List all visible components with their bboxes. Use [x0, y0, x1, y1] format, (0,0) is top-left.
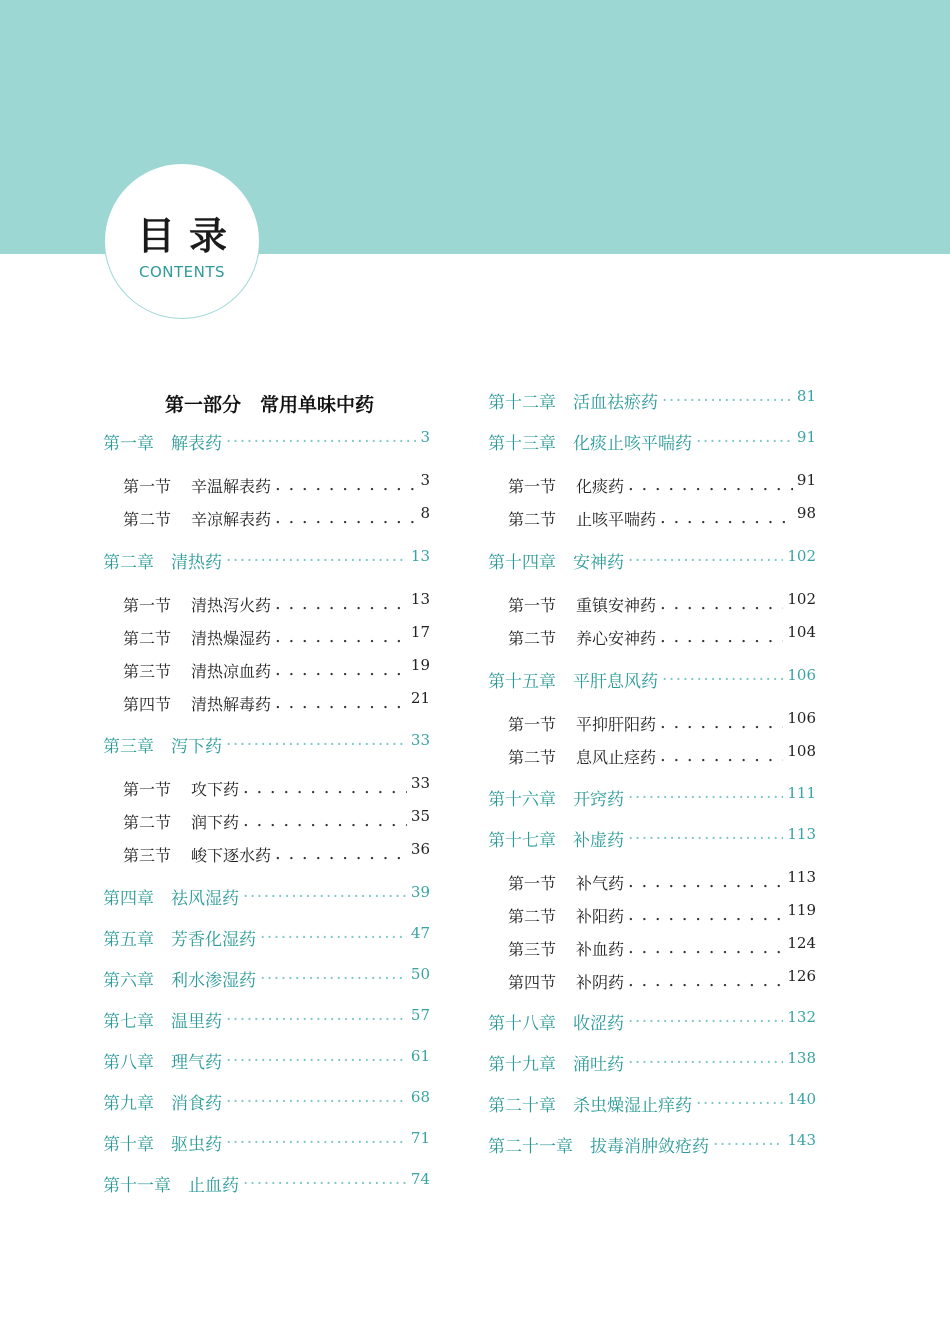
dot-leader	[226, 1094, 407, 1111]
entry-page-number: 35	[410, 807, 430, 825]
entry-label: 第一节	[508, 715, 557, 734]
entry-title: 平抑肝阳药	[576, 715, 657, 734]
entry-title: 辛凉解表药	[191, 510, 272, 529]
dot-leader	[275, 595, 407, 613]
dot-leader	[660, 714, 783, 732]
toc-section-entry[interactable]	[488, 903, 816, 927]
toc-chapter-entry[interactable]	[488, 1010, 816, 1034]
toc-section-entry[interactable]	[488, 711, 816, 735]
dot-leader	[628, 790, 783, 807]
entry-label: 第二十一章	[488, 1137, 573, 1157]
entry-page-number: 140	[787, 1090, 816, 1108]
entry-label: 第二节	[508, 510, 557, 529]
entry-title: 峻下逐水药	[191, 846, 272, 865]
entry-title: 清热泻火药	[191, 596, 272, 615]
entry-label: 第十二章	[488, 393, 556, 413]
entry-page-number: 106	[787, 709, 816, 727]
entry-label: 第二章	[103, 553, 154, 573]
toc-chapter-entry[interactable]	[103, 926, 430, 950]
entry-page-number: 98	[796, 504, 816, 522]
entry-page-number: 113	[787, 868, 816, 886]
entry-label: 第三节	[123, 846, 172, 865]
entry-title: 温里药	[171, 1012, 222, 1032]
dot-leader	[660, 628, 783, 646]
dot-leader	[275, 476, 416, 494]
toc-section-entry[interactable]	[488, 936, 816, 960]
dot-leader	[628, 1014, 783, 1031]
entry-title: 补血药	[576, 940, 625, 959]
entry-title: 化痰药	[576, 477, 625, 496]
entry-page-number: 138	[787, 1049, 816, 1067]
entry-title: 涌吐药	[573, 1055, 624, 1075]
dot-leader	[628, 553, 783, 570]
toc-chapter-entry[interactable]	[488, 1051, 816, 1075]
dot-leader	[243, 812, 407, 830]
entry-page-number: 21	[410, 689, 430, 707]
entry-title: 平肝息风药	[573, 672, 658, 692]
entry-label: 第四节	[508, 973, 557, 992]
entry-label: 第九章	[103, 1094, 154, 1114]
toc-chapter-entry[interactable]	[103, 1131, 430, 1155]
toc-section-entry[interactable]	[488, 592, 816, 616]
entry-title: 理气药	[171, 1053, 222, 1073]
dot-leader	[696, 434, 793, 451]
dot-leader	[275, 628, 407, 646]
toc-chapter-entry[interactable]	[488, 827, 816, 851]
entry-label: 第五章	[103, 930, 154, 950]
dot-leader	[226, 553, 407, 570]
entry-page-number: 119	[787, 901, 816, 919]
entry-title: 清热凉血药	[191, 662, 272, 681]
entry-page-number: 13	[410, 590, 430, 608]
entry-label: 第十一章	[103, 1176, 171, 1196]
toc-section-entry[interactable]	[103, 625, 430, 649]
entry-page-number: 8	[420, 504, 430, 522]
dot-leader	[662, 393, 793, 410]
entry-label: 第一节	[508, 477, 557, 496]
entry-label: 第三节	[508, 940, 557, 959]
entry-label: 第十九章	[488, 1055, 556, 1075]
toc-section-entry[interactable]	[488, 744, 816, 768]
toc-section-entry[interactable]	[488, 506, 816, 530]
page-title: 目录	[136, 213, 241, 258]
dot-leader	[696, 1096, 783, 1113]
toc-section-entry[interactable]	[103, 842, 430, 866]
entry-page-number: 68	[410, 1088, 430, 1106]
entry-page-number: 91	[796, 471, 816, 489]
dot-leader	[260, 930, 407, 947]
entry-label: 第二节	[508, 748, 557, 767]
entry-page-number: 3	[420, 471, 430, 489]
toc-section-entry[interactable]	[103, 809, 430, 833]
entry-title: 止咳平喘药	[576, 510, 657, 529]
dot-leader	[713, 1137, 783, 1154]
entry-label: 第二十章	[488, 1096, 556, 1116]
entry-title: 利水渗湿药	[171, 971, 256, 991]
toc-section-entry[interactable]	[103, 691, 430, 715]
entry-page-number: 17	[410, 623, 430, 641]
toc-chapter-entry[interactable]	[488, 1092, 816, 1116]
entry-label: 第三节	[123, 662, 172, 681]
dot-leader	[243, 889, 407, 906]
entry-page-number: 126	[787, 967, 816, 985]
entry-label: 第二节	[508, 629, 557, 648]
entry-page-number: 74	[410, 1170, 430, 1188]
entry-page-number: 36	[410, 840, 430, 858]
entry-title: 辛温解表药	[191, 477, 272, 496]
toc-section-entry[interactable]	[103, 776, 430, 800]
dot-leader	[226, 737, 407, 754]
entry-page-number: 50	[410, 965, 430, 983]
entry-page-number: 47	[410, 924, 430, 942]
entry-label: 第二节	[123, 813, 172, 832]
toc-chapter-entry[interactable]	[103, 1090, 430, 1114]
entry-title: 祛风湿药	[171, 889, 239, 909]
entry-title: 泻下药	[171, 737, 222, 757]
entry-page-number: 19	[410, 656, 430, 674]
dot-leader	[275, 694, 407, 712]
toc-chapter-entry[interactable]	[103, 967, 430, 991]
toc-chapter-entry[interactable]	[103, 733, 430, 757]
toc-chapter-entry[interactable]	[488, 430, 816, 454]
toc-section-entry[interactable]	[488, 473, 816, 497]
toc-section-entry[interactable]	[488, 870, 816, 894]
dot-leader	[628, 476, 793, 494]
dot-leader	[628, 939, 783, 957]
toc-chapter-entry[interactable]	[488, 1133, 816, 1157]
entry-title: 润下药	[191, 813, 240, 832]
entry-title: 消食药	[171, 1094, 222, 1114]
entry-label: 第二节	[508, 907, 557, 926]
dot-leader	[660, 595, 783, 613]
entry-title: 补阴药	[576, 973, 625, 992]
dot-leader	[628, 831, 783, 848]
entry-title: 驱虫药	[171, 1135, 222, 1155]
entry-title: 养心安神药	[576, 629, 657, 648]
entry-label: 第一节	[123, 596, 172, 615]
dot-leader	[628, 906, 783, 924]
toc-chapter-entry[interactable]	[488, 668, 816, 692]
entry-title: 补气药	[576, 874, 625, 893]
toc-chapter-entry[interactable]	[103, 430, 430, 454]
contents-badge	[104, 163, 260, 319]
toc-chapter-entry[interactable]	[103, 885, 430, 909]
dot-leader	[226, 1053, 407, 1070]
dot-leader	[660, 747, 783, 765]
entry-page-number: 33	[410, 774, 430, 792]
entry-title: 清热燥湿药	[191, 629, 272, 648]
entry-page-number: 143	[787, 1131, 816, 1149]
entry-title: 补阳药	[576, 907, 625, 926]
entry-page-number: 111	[787, 784, 816, 802]
entry-label: 第一节	[123, 780, 172, 799]
part-title: 第一部分 常用单味中药	[165, 394, 375, 416]
dot-leader	[660, 509, 793, 527]
dot-leader	[226, 1135, 407, 1152]
dot-leader	[275, 845, 407, 863]
entry-title: 开窍药	[573, 790, 624, 810]
entry-label: 第十三章	[488, 434, 556, 454]
entry-title: 收涩药	[573, 1014, 624, 1034]
toc-section-entry[interactable]	[103, 658, 430, 682]
entry-title: 拔毒消肿敛疮药	[590, 1137, 709, 1157]
entry-title: 攻下药	[191, 780, 240, 799]
entry-label: 第一节	[508, 874, 557, 893]
entry-label: 第一章	[103, 434, 154, 454]
entry-page-number: 104	[787, 623, 816, 641]
entry-title: 化痰止咳平喘药	[573, 434, 692, 454]
entry-title: 安神药	[573, 553, 624, 573]
entry-label: 第七章	[103, 1012, 154, 1032]
toc-chapter-entry[interactable]	[488, 389, 816, 413]
entry-title: 补虚药	[573, 831, 624, 851]
entry-title: 杀虫燥湿止痒药	[573, 1096, 692, 1116]
dot-leader	[275, 661, 407, 679]
entry-title: 清热药	[171, 553, 222, 573]
dot-leader	[628, 1055, 783, 1072]
toc-chapter-entry[interactable]	[488, 786, 816, 810]
entry-label: 第六章	[103, 971, 154, 991]
dot-leader	[275, 509, 416, 527]
toc-chapter-entry[interactable]	[103, 1049, 430, 1073]
entry-label: 第一节	[508, 596, 557, 615]
entry-label: 第十四章	[488, 553, 556, 573]
entry-page-number: 102	[787, 547, 816, 565]
entry-page-number: 61	[410, 1047, 430, 1065]
entry-label: 第三章	[103, 737, 154, 757]
dot-leader	[628, 972, 783, 990]
dot-leader	[243, 779, 407, 797]
entry-page-number: 113	[787, 825, 816, 843]
entry-label: 第十六章	[488, 790, 556, 810]
toc-chapter-entry[interactable]	[103, 549, 430, 573]
dot-leader	[243, 1176, 407, 1193]
entry-label: 第一节	[123, 477, 172, 496]
entry-title: 重镇安神药	[576, 596, 657, 615]
entry-label: 第十七章	[488, 831, 556, 851]
entry-page-number: 13	[410, 547, 430, 565]
entry-page-number: 81	[796, 387, 816, 405]
toc-chapter-entry[interactable]	[488, 549, 816, 573]
entry-label: 第二节	[123, 629, 172, 648]
entry-label: 第十五章	[488, 672, 556, 692]
dot-leader	[226, 1012, 407, 1029]
entry-title: 活血祛瘀药	[573, 393, 658, 413]
dot-leader	[662, 672, 783, 689]
dot-leader	[260, 971, 407, 988]
entry-title: 止血药	[188, 1176, 239, 1196]
entry-page-number: 33	[410, 731, 430, 749]
entry-page-number: 132	[787, 1008, 816, 1026]
toc-section-entry[interactable]	[488, 625, 816, 649]
entry-page-number: 106	[787, 666, 816, 684]
entry-page-number: 108	[787, 742, 816, 760]
entry-label: 第十八章	[488, 1014, 556, 1034]
toc-section-entry[interactable]	[103, 473, 430, 497]
toc-chapter-entry[interactable]	[103, 1172, 430, 1196]
entry-page-number: 102	[787, 590, 816, 608]
toc-chapter-entry[interactable]	[103, 1008, 430, 1032]
entry-label: 第四节	[123, 695, 172, 714]
entry-title: 息风止痉药	[576, 748, 657, 767]
entry-label: 第八章	[103, 1053, 154, 1073]
dot-leader	[628, 873, 783, 891]
entry-page-number: 39	[410, 883, 430, 901]
dot-leader	[226, 434, 416, 451]
page-subtitle: CONTENTS	[138, 263, 226, 281]
entry-page-number: 71	[410, 1129, 430, 1147]
entry-page-number: 124	[787, 934, 816, 952]
toc-section-entry[interactable]	[103, 592, 430, 616]
entry-label: 第四章	[103, 889, 154, 909]
entry-title: 清热解毒药	[191, 695, 272, 714]
entry-label: 第十章	[103, 1135, 154, 1155]
entry-page-number: 91	[796, 428, 816, 446]
entry-title: 解表药	[171, 434, 222, 454]
toc-section-entry[interactable]	[103, 506, 430, 530]
entry-title: 芳香化湿药	[171, 930, 256, 950]
entry-page-number: 3	[420, 428, 430, 446]
entry-label: 第二节	[123, 510, 172, 529]
toc-section-entry[interactable]	[488, 969, 816, 993]
entry-page-number: 57	[410, 1006, 430, 1024]
